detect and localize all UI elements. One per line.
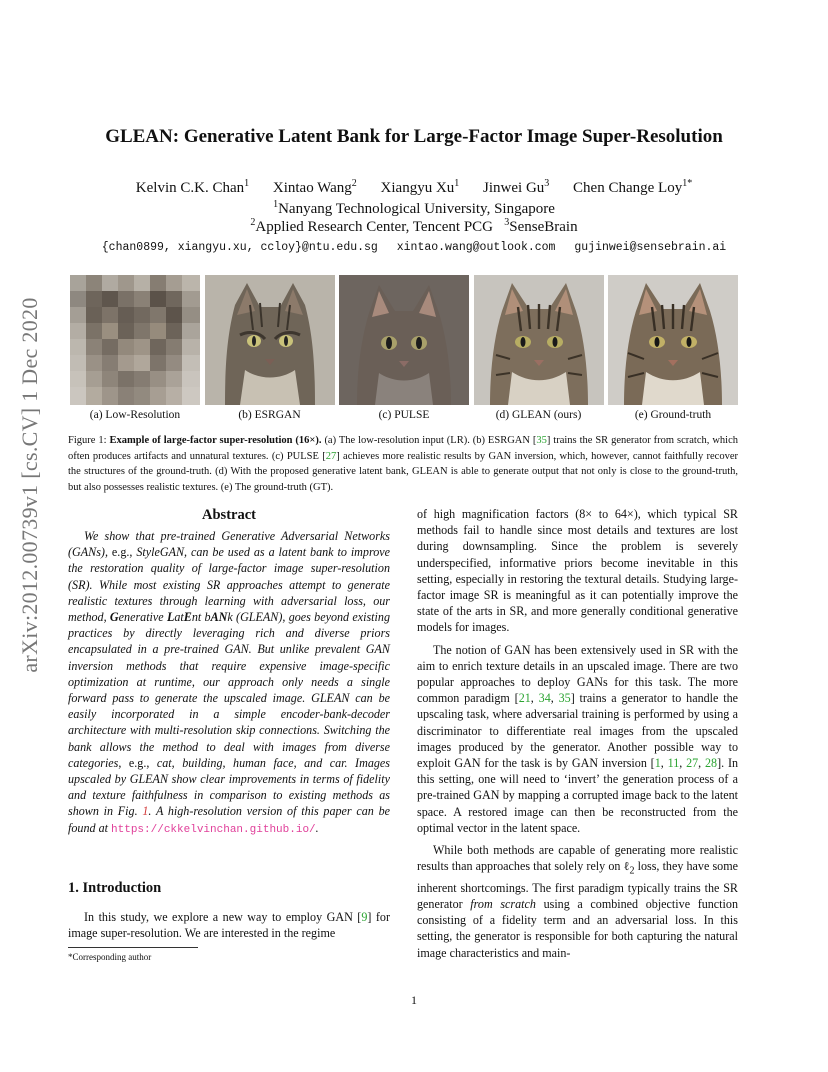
- panel-caption: (c) PULSE: [378, 409, 430, 421]
- email: gujinwei@sensebrain.ai: [574, 241, 727, 254]
- paragraph: The notion of GAN has been extensively used in SR with the aim to enrich texture details in an upscaled image. There are two popular approaches to deploy GANs for this task. The more common paradigm [21, 34, 35] trains a generator to handle the upscaling task, where adversarial training is performed by using a discriminator to differentiate real images from the upscaled images produced by the generator. Another possible way to exploit GAN for the task is by GAN inversion [1, 11, 27, 28]. In this setting, one will need to ‘invert’ the generation process of a pre-trained GAN by mapping a corrupted image back to the latent space. A restored image can then be reconstructed from the optimal vector in the latent space.: [417, 642, 739, 835]
- arxiv-identifier: arXiv:2012.00739v1 [cs.CV] 1 Dec 2020: [17, 297, 42, 673]
- panel-caption: (b) ESRGAN: [238, 409, 301, 421]
- affiliation-1: $^1$Nanyang Technological University, Singapore: [273, 199, 555, 217]
- citation-link[interactable]: 27: [325, 450, 337, 462]
- panel-caption: (a) Low-Resolution: [89, 409, 181, 421]
- citation-link[interactable]: 11: [667, 756, 680, 771]
- figure-panels: [70, 275, 738, 405]
- citation-link[interactable]: 28: [705, 756, 718, 771]
- page-number: 1: [411, 993, 417, 1007]
- author: Xintao Wang$^2$: [272, 178, 357, 196]
- pulse-cat-image: [339, 275, 469, 405]
- email: {chan0899, xiangyu.xu, ccloy}@ntu.edu.sg: [101, 241, 378, 254]
- right-column: [417, 506, 738, 967]
- paragraph: of high magnification factors (8× to 64×), which typical SR methods fail to handle since most details and textures are lost during downsampling. Since the problem is severely underspecified, informative priors become inevitable in this setting, especially in restoring the textural details. Studying large-factor image SR is meaningful as it can potentially improve the state of the arts in SR, and more generally conditional generative models for images.: [417, 507, 738, 635]
- paragraph: While both methods are capable of generating more realistic results than approaches that solely rely on ℓ$_2$ loss, they have some inherent shortcomings. The first paradigm typically trains the SR generator from scratch using a combined objective function consisting of a fidelity term and an adversarial loss. In this setting, the generator is responsible for both capturing the natural image characteristics and main-: [417, 843, 738, 960]
- email: xintao.wang@outlook.com: [396, 241, 556, 254]
- lr-cat-image: [70, 275, 200, 405]
- author: Kelvin C.K. Chan$^1$: [135, 178, 250, 196]
- paper-title: GLEAN: Generative Latent Bank for Large-Factor Image Super-Resolution: [105, 126, 723, 147]
- ground-truth-cat-image: [608, 275, 738, 405]
- citation-link[interactable]: 34: [538, 691, 551, 706]
- panel-caption: (e) Ground-truth: [634, 409, 712, 421]
- project-url-link[interactable]: https://ckkelvinchan.github.io/: [111, 823, 316, 836]
- citation-link[interactable]: 27: [686, 756, 699, 771]
- affiliation-2-3: $^2$Applied Research Center, Tencent PCG $^3$SenseBrain: [250, 217, 578, 235]
- citation-link[interactable]: 35: [536, 435, 547, 446]
- author: Jinwei Gu$^3$: [483, 178, 550, 196]
- author: Xiangyu Xu$^1$: [380, 178, 460, 196]
- intro-paragraph: In this study, we explore a new way to employ GAN [9] for image super-resolution. We are interested in the regime: [68, 910, 390, 941]
- panel-caption: (d) GLEAN (ours): [495, 409, 582, 421]
- citation-link[interactable]: 35: [558, 691, 571, 706]
- esrgan-cat-image: [205, 275, 335, 405]
- citation-link[interactable]: 21: [518, 691, 531, 706]
- author: Chen Change Loy$^{1*}$: [573, 178, 693, 196]
- section-heading: 1. Introduction: [68, 880, 162, 896]
- citation-link[interactable]: 1: [654, 756, 661, 771]
- panel-captions: [70, 409, 738, 421]
- glean-cat-image: [474, 275, 604, 405]
- figure-link[interactable]: 1: [142, 804, 149, 819]
- citation-link[interactable]: 9: [361, 910, 368, 924]
- figure-caption: Figure 1: Example of large-factor super-resolution (16×). (a) The low-resolution input (LR). (b) ESRGAN [35] trains the SR generator from scratch, which often produces artifacts and unnatural textures. (c) PULSE [27] achieves more realistic results by GAN inversion, which, however, cannot faithfully recover the structures of the ground-truth. (d) With the proposed generative latent bank, GLEAN is able to generate output that not only is close to the ground-truth, but also possesses realistic textures. (e) The ground-truth (GT).: [68, 435, 738, 493]
- footnote: *Corresponding author: [68, 952, 152, 962]
- abstract-body: We show that pre-trained Generative Adversarial Networks (GANs), e.g., StyleGAN, can be used as a latent bank to improve the restoration quality of large-factor image super-resolution (SR). While most existing SR approaches attempt to generate realistic textures through learning with adversarial loss, our method, Generative LatEnt bANk (GLEAN), goes beyond existing practices by directly leveraging rich and diverse priors encapsulated in a pre-trained GAN. But unlike prevalent GAN inversion methods that require expensive image-specific optimization at runtime, our approach only needs a single forward pass to generate the upscaled image. GLEAN can be easily incorporated in a simple encoder-bank-decoder architecture with multi-resolution skip connections. Switching the bank allows the method to deal with images from diverse categories, e.g., cat, building, human face, and car. Images upscaled by GLEAN show clear improvements in terms of fidelity and texture faithfulness in comparison to existing methods as shown in Fig. 1. A high-resolution version of this paper can be found at https://ckkelvinchan.github.io/.: [68, 529, 391, 836]
- footnote-rule: [68, 947, 198, 948]
- author-list: [0, 180, 828, 197]
- abstract-heading: Abstract: [202, 507, 256, 523]
- email-list: [0, 241, 828, 254]
